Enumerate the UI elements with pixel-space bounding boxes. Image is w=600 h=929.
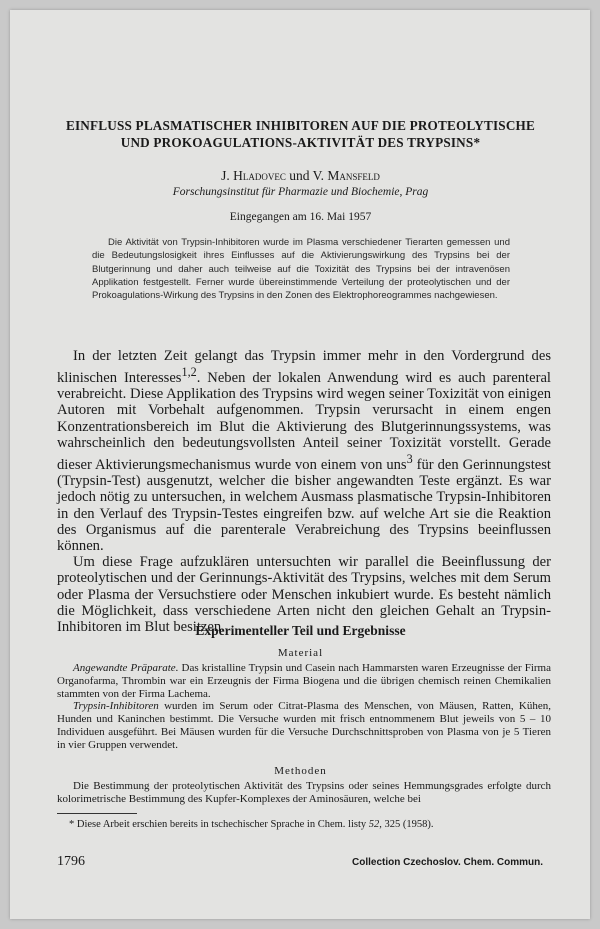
introduction <box>57 348 551 635</box>
footnote-text-a: * Diese Arbeit erschien bereits in tschechischer Sprache in Chem. listy <box>69 819 369 830</box>
author-line <box>28 167 573 184</box>
material-text-2: wurden im Serum oder Citrat-Plasma des Menschen, von Mäusen, Ratten, Kühen, Hunden und Kaninchen bestimmt. Die Versuche wurden mit frisch entnommenem Blut jeweils von 5 – 10 Individuen ausgeführt. Bei Mäusen wurden für die Versuche Durchschnittsproben von Plasma von je 5 Tieren in vier Gruppen verwendet. <box>57 700 551 751</box>
material-paragraph-1 <box>57 662 551 700</box>
article-title <box>28 117 573 151</box>
received-date: Eingegangen am 16. Mai 1957 <box>229 211 372 223</box>
methods-paragraph-1: Die Bestimmung der proteolytischen Aktivität des Trypsins oder seines Hemmungsgrades erfolgte durch kolorimetrische Bestimmung des Kupfer-Komplexes der Aminosäuren, welche bei <box>57 780 551 805</box>
intro-text-c: für den Gerinnungstest (Trypsin-Test) ausgenutzt, welcher die bisher angewandten Teste ergänzt. Es war jedoch nötig zu untersuchen, in welchem Ausmass plasmatische Trypsin-Inhibitoren in den Verlauf des Trypsin-Testes eingreifen bzw. auf welche Art sie die Reaktion des Organismus auf die parenterale Verabreichung des Trypsins beeinflussen können. <box>57 456 551 554</box>
subsection-heading-methods: Methoden <box>274 765 327 777</box>
title-line-1: EINFLUSS PLASMATISCHER INHIBITOREN AUF DIE PROTEOLYTISCHE <box>65 118 536 133</box>
section-heading: Experimenteller Teil und Ergebnisse <box>195 623 406 638</box>
material-paragraph-2 <box>57 700 551 751</box>
footnote-divider <box>57 813 137 814</box>
affiliation: Forschungsinstitut für Pharmazie und Biochemie, Prag <box>172 186 429 198</box>
title-line-2: UND PROKOAGULATIONS-AKTIVITÄT DES TRYPSINS* <box>120 135 481 150</box>
page-number: 1796 <box>57 854 85 869</box>
journal-name: Collection Czechoslov. Chem. Commun. <box>352 857 543 868</box>
citation-ref: 1,2 <box>181 365 197 380</box>
material-section <box>57 662 551 752</box>
subsection-heading-material: Material <box>277 647 324 659</box>
material-lead-2: Trypsin-Inhibitoren <box>73 700 159 713</box>
author1-name: Hladovec <box>233 168 286 183</box>
intro-text-a: In der letzten Zeit gelangt das Trypsin immer mehr in den Vordergrund des klinischen Interesses <box>57 348 551 387</box>
footnote <box>57 818 551 831</box>
material-lead-1: Angewandte Präparate. <box>73 662 179 674</box>
intro-text-b: . Neben der lokalen Anwendung wird es auch parenteral verabreicht. Diese Applikation des Trypsins wird wegen seiner Toxizität von einigen Autoren mit Vorbehalt aufgenommen. Trypsin verursacht in einem engen Konzentrationsbereich im Blut die Aktivierung des Blutgerinnungssystems, was wahrscheinlich den bedeutungsvollsten Anteil seiner Toxizität vorstellt. Gerade dieser Aktivierungsmechanismus wurde von einem von uns <box>57 370 551 473</box>
author-connector: und V. <box>285 168 328 183</box>
footnote-text-b: , 325 (1958). <box>379 819 434 830</box>
author1-initial: J. <box>221 168 234 183</box>
intro-paragraph-2: Um diese Frage aufzuklären untersuchten wir parallel die Beeinflussung der proteolytischen und der Gerinnungs-Aktivität des Trypsins, welches mit dem Serum oder Plasma der Versuchstiere oder Menschen inkubiert wurde. Es besteht nämlich die Möglichkeit, dass verschiedene Arten nicht den gleichen Gehalt an Trypsin-Inhibitoren im Blut besitzen. <box>57 554 551 635</box>
material-text-1: Das kristalline Trypsin und Casein nach Hammarsten waren Erzeugnisse der Firma Organofarma, Thrombin war ein Erzeugnis der Firma Biogena und die übrigen chemisch reinen Chemikalien stammten von der Firma Lachema. <box>57 662 551 700</box>
footnote-volume: 52 <box>368 819 380 830</box>
author2-name: Mansfeld <box>327 168 380 183</box>
intro-paragraph-1 <box>57 348 551 554</box>
citation-ref: 3 <box>406 452 413 467</box>
methods-section <box>57 780 551 806</box>
abstract: Die Aktivität von Trypsin-Inhibitoren wurde im Plasma verschiedener Tierarten gemessen und die Bedeutungslosigkeit ihres Einflusses auf die Aktivierungswirkung des Trypsins bei der Blutgerinnung und daher auch teilweise auf die Toxizität des Trypsins bei der intravenösen Applikation festgestellt. Ferner wurde übereinstimmende Verteilung der proteolytischen und der Prokoagulations-Wirkung des Trypsins in den Zonen des Elektrophoreogrammes nachgewiesen. <box>92 237 510 302</box>
